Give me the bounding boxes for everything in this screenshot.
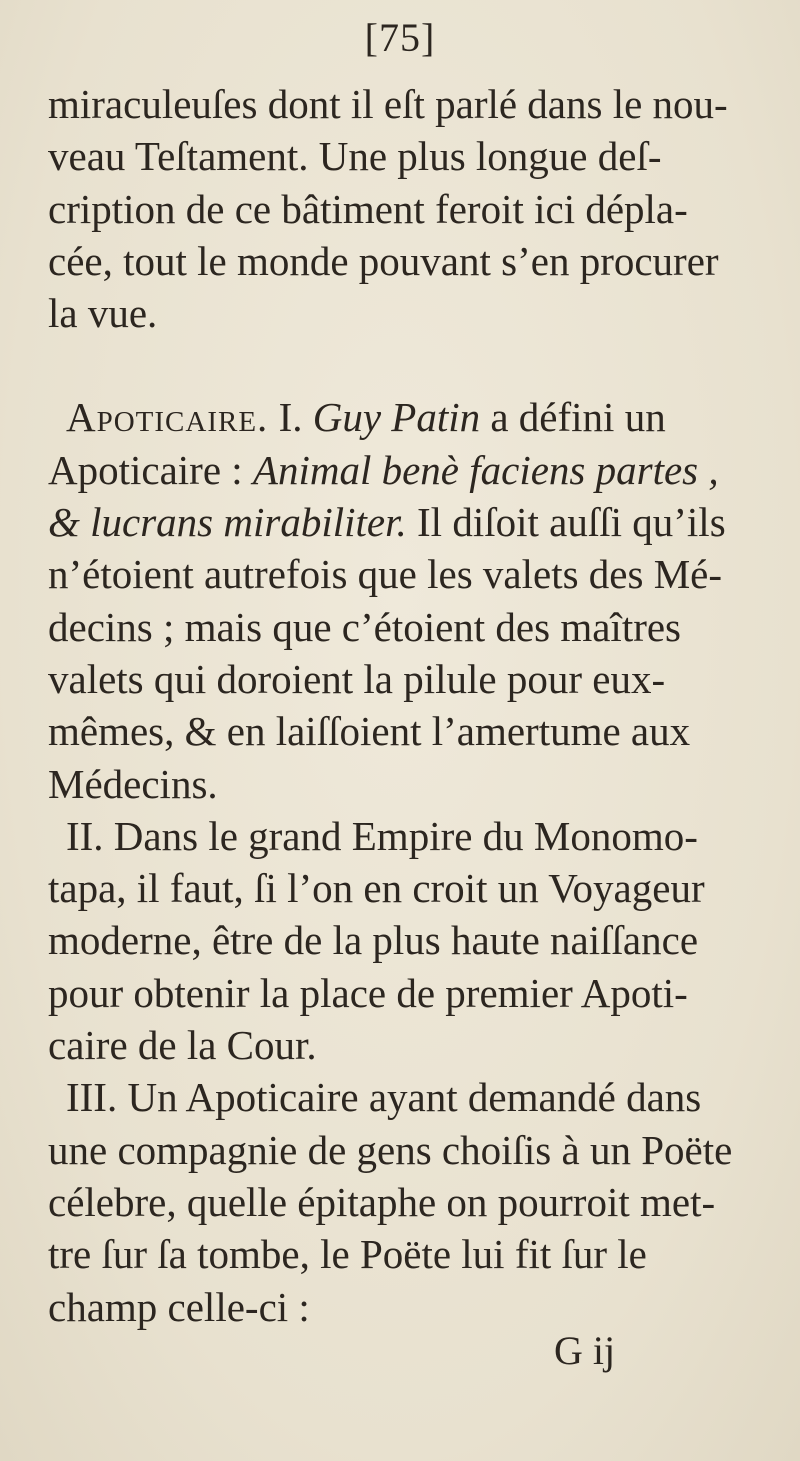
text-line: valets qui doroient la pilule pour eux- xyxy=(48,655,666,702)
author-name: Guy Patin xyxy=(312,394,481,441)
text-line: une compagnie de gens choiſis à un Poëte xyxy=(48,1126,733,1173)
signature-mark: G ij xyxy=(554,1328,616,1373)
entry-number: I. xyxy=(278,394,303,441)
text-line: pour obtenir la place de premier Apoti- xyxy=(48,969,688,1016)
text-line: II. Dans le grand Empire du Monomo- xyxy=(66,812,698,859)
text-line: cription de ce bâtiment feroit ici dépla- xyxy=(48,185,688,232)
text-line: caire de la Cour. xyxy=(48,1022,317,1069)
text-line: la vue. xyxy=(48,290,158,337)
text-line: miraculeuſes dont il eſt parlé dans le nou- xyxy=(48,81,728,127)
text-line: célebre, quelle épitaphe on pourroit met- xyxy=(48,1178,716,1225)
entry-heading: Apoticaire. xyxy=(66,394,269,441)
text-line: decins ; mais que c’étoient des maîtres xyxy=(48,603,682,650)
text-line: Médecins. xyxy=(48,760,218,807)
entry-heading-line xyxy=(48,391,773,443)
text-line: moderne, être de la plus haute naiſſance xyxy=(48,917,699,964)
text-line xyxy=(48,496,773,548)
text-line: champ celle-ci : xyxy=(48,1283,310,1330)
text-line xyxy=(48,444,773,496)
page-body xyxy=(48,78,773,1333)
text-fragment: Apoticaire : xyxy=(48,446,243,493)
latin-quote: & lucrans mirabiliter. xyxy=(48,499,407,546)
text-fragment: a défini un xyxy=(490,394,666,441)
text-line: III. Un Apoticaire ayant demandé dans xyxy=(66,1074,702,1121)
page-number: [75] xyxy=(364,15,436,60)
paragraph-gap xyxy=(48,339,773,391)
text-line: tapa, il faut, ſi l’on en croit un Voyageur xyxy=(48,865,705,912)
latin-quote: Animal benè faciens partes , xyxy=(252,446,719,493)
text-line: cée, tout le monde pouvant s’en procurer xyxy=(48,237,719,284)
text-line: tre ſur ſa tombe, le Poëte lui fit ſur le xyxy=(48,1231,647,1278)
text-fragment: Il diſoit auſſi qu’ils xyxy=(417,499,726,546)
text-line: n’étoient autrefois que les valets des Mé- xyxy=(48,551,722,598)
text-line: veau Teſtament. Une plus longue deſ- xyxy=(48,133,662,180)
text-line: mêmes, & en laiſſoient l’amertume aux xyxy=(48,708,691,755)
